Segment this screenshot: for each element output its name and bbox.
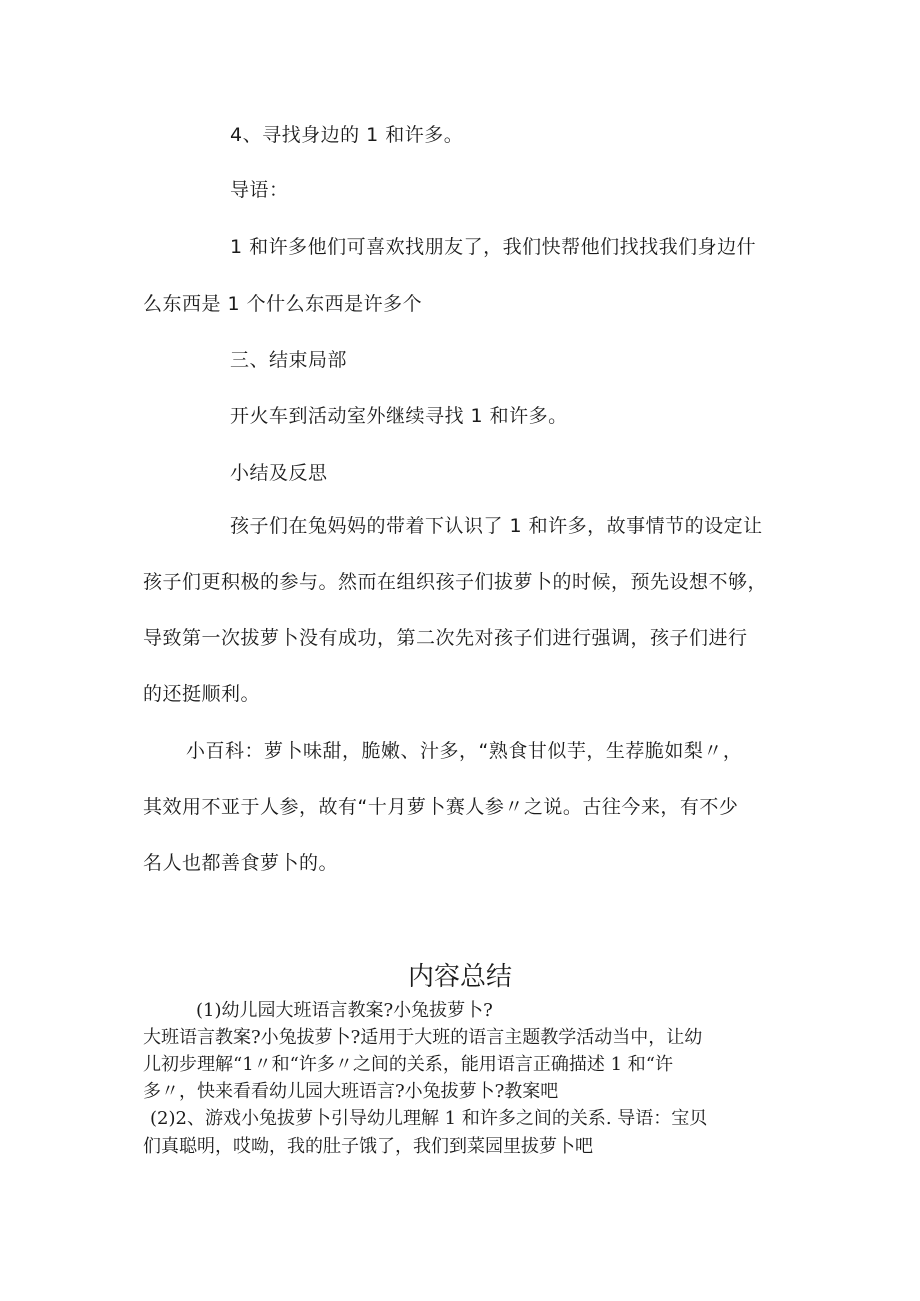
summary-line: (1)幼儿园大班语言教案?小兔拔萝卜? <box>196 1000 493 1021</box>
section-heading: 三、结束局部 <box>230 349 348 371</box>
section-heading: 小结及反思 <box>230 462 328 484</box>
body-line: 小百科：萝卜味甜，脆嫩、汁多，“熟食甘似芋，生荐脆如梨〃， <box>186 740 743 762</box>
summary-line: 儿初步理解“1〃和“许多〃之间的关系，能用语言正确描述 1 和“许 <box>143 1054 673 1075</box>
summary-line: 大班语言教案?小兔拔萝卜?适用于大班的语言主题教学活动当中，让幼 <box>143 1027 703 1048</box>
summary-line: 们真聪明，哎呦，我的肚子饿了，我们到菜园里拔萝卜吧 <box>143 1136 593 1157</box>
body-line: 其效用不亚于人参，故有“十月萝卜赛人参〃之说。古往今来，有不少 <box>143 796 739 818</box>
summary-line: 多〃，快来看看幼儿园大班语言?小兔拔萝卜?教案吧 <box>143 1081 559 1102</box>
body-line: 1 和许多他们可喜欢找朋友了，我们快帮他们找找我们身边什 <box>230 236 757 258</box>
body-line: 孩子们在兔妈妈的带着下认识了 1 和许多，故事情节的设定让 <box>230 515 763 537</box>
summary-line: (2)2、游戏小兔拔萝卜引导幼儿理解 1 和许多之间的关系. 导语：宝贝 <box>150 1108 708 1129</box>
body-line: 孩子们更积极的参与。然而在组织孩子们拔萝卜的时候，预先设想不够， <box>143 571 768 593</box>
body-line: 4、寻找身边的 1 和许多。 <box>230 124 464 146</box>
body-line: 导语： <box>230 179 289 201</box>
body-line: 么东西是 1 个什么东西是许多个 <box>143 293 423 315</box>
body-line: 名人也都善食萝卜的。 <box>143 852 339 874</box>
body-line: 的还挺顺利。 <box>143 683 261 705</box>
body-line: 开火车到活动室外继续寻找 1 和许多。 <box>230 405 568 427</box>
body-line: 导致第一次拔萝卜没有成功，第二次先对孩子们进行强调，孩子们进行 <box>143 627 748 649</box>
summary-title: 内容总结 <box>407 962 512 992</box>
